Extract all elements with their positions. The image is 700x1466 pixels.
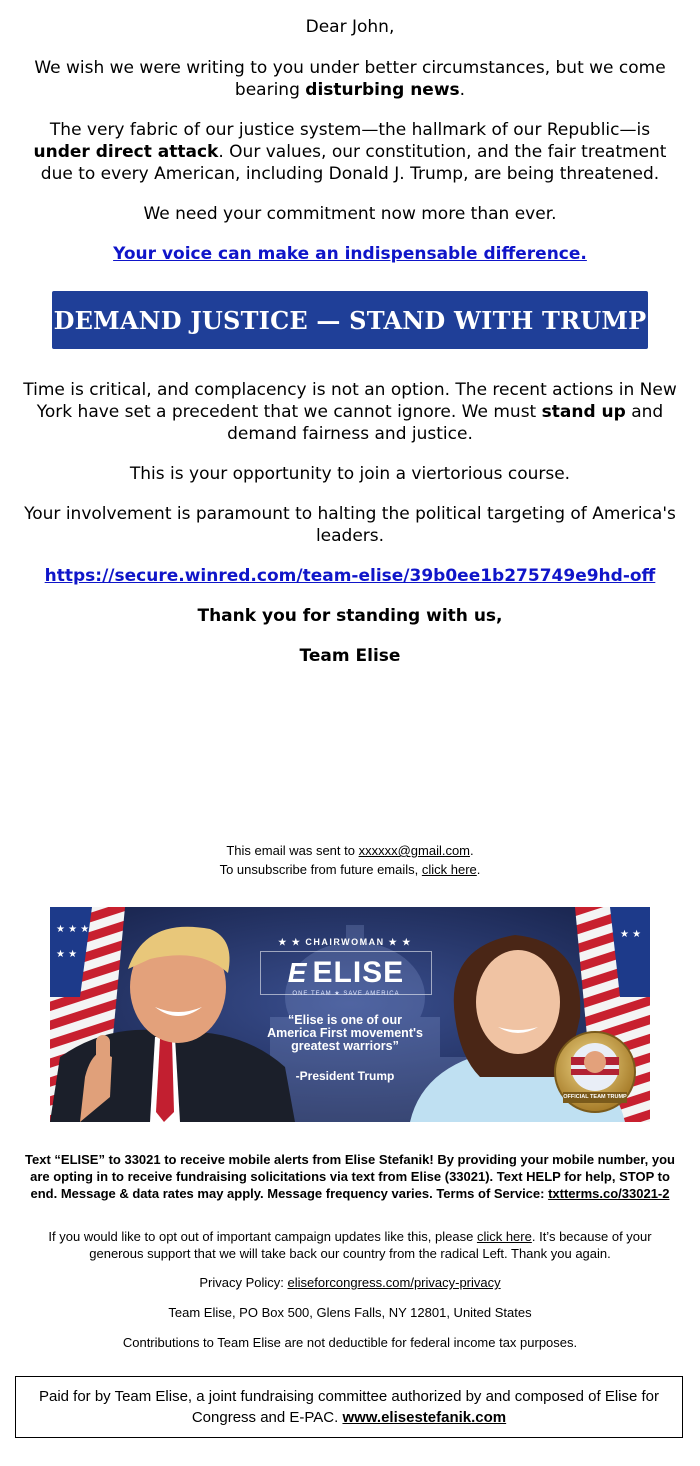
official-seal xyxy=(555,1032,635,1112)
optout-text-end: . It’s because of your generous support that we will take back our country from the radical Left. Thank you again. xyxy=(89,1229,652,1261)
donate-link-row xyxy=(20,565,680,587)
paid-for-disclaimer xyxy=(15,1376,683,1438)
paragraph-involvement: Your involvement is paramount to halting the political targeting of America's leaders. xyxy=(24,504,676,546)
privacy-label: Privacy Policy: xyxy=(199,1275,288,1290)
mailing-address: Team Elise, PO Box 500, Glens Falls, NY 12801, United States xyxy=(168,1305,532,1320)
svg-text:★ ★: ★ ★ xyxy=(620,929,642,940)
intro-bold: disturbing news xyxy=(305,80,460,100)
paragraph-commitment: We need your commitment now more than ever. xyxy=(143,204,557,224)
unsubscribe-text: To unsubscribe from future emails, xyxy=(219,862,422,877)
sms-text: Text “ELISE” to 33021 to receive mobile alerts from Elise Stefanik! By providing your mobile number, you are opting in to receive fundraising solicitations via text from Elise (33021). Text HELP for help, STOP to end. Message & data rates may apply. Message frequency varies. Terms of Service: xyxy=(25,1152,675,1201)
paragraph-opportunity: This is your opportunity to join a viertorious course. xyxy=(129,464,571,484)
donate-link[interactable]: https://secure.winred.com/team-elise/39b0ee1b275749e9hd-off xyxy=(44,566,656,586)
greeting: Dear John, xyxy=(305,17,395,37)
privacy-policy-link[interactable]: eliseforcongress.com/privacy-privacy xyxy=(287,1275,501,1290)
attack-text: The very fabric of our justice system—the hallmark of our Republic—is xyxy=(49,120,651,140)
svg-text:★ ★: ★ ★ xyxy=(56,949,78,960)
campaign-banner[interactable] xyxy=(50,907,650,1122)
signature: Team Elise xyxy=(299,646,401,666)
paid-for-text: Paid for by Team Elise, a joint fundraising committee authorized by and composed of Elise for Congress and E-PAC. xyxy=(38,1388,660,1426)
attack-bold: under direct attack xyxy=(33,142,219,162)
banner-tagline: ONE TEAM ★ SAVE AMERICA xyxy=(292,991,400,997)
svg-text:★ ★ ★: ★ ★ ★ xyxy=(56,924,90,935)
intro-period: . xyxy=(459,80,466,100)
demand-justice-button[interactable]: DEMAND JUSTICE — STAND WITH TRUMP xyxy=(52,291,648,349)
voice-link[interactable]: Your voice can make an indispensable difference. xyxy=(113,244,587,264)
sent-to-text: This email was sent to xyxy=(226,843,359,858)
optout-text: If you would like to opt out of important campaign updates like this, please xyxy=(48,1229,477,1244)
quote-line-3: greatest warriors” xyxy=(291,1039,399,1053)
quote-attribution: -President Trump xyxy=(295,1069,395,1083)
paragraph-attack xyxy=(20,119,680,185)
logo-name: ELISE xyxy=(312,956,405,989)
unsubscribe-link[interactable]: click here xyxy=(421,862,477,877)
critical-text: Time is critical, and complacency is not an option. The recent actions in New York have set a precedent that we cannot ignore. We must xyxy=(23,380,677,422)
quote-line-1: “Elise is one of our xyxy=(288,1013,402,1027)
elise-logo xyxy=(260,951,432,995)
sms-terms-link[interactable]: txtterms.co/33021-2 xyxy=(548,1186,670,1201)
critical-bold: stand up xyxy=(541,402,626,422)
recipient-email-link[interactable]: xxxxxx@gmail.com xyxy=(358,843,471,858)
signoff: Thank you for standing with us, xyxy=(197,606,503,626)
paragraph-intro xyxy=(20,57,680,101)
optout-link[interactable]: click here xyxy=(476,1229,532,1244)
privacy-line xyxy=(20,1274,680,1291)
sent-to-line xyxy=(20,842,680,859)
sms-disclosure xyxy=(20,1151,680,1202)
tax-notice: Contributions to Team Elise are not deductible for federal income tax purposes. xyxy=(122,1335,578,1350)
website-link[interactable]: www.elisestefanik.com xyxy=(342,1409,507,1426)
critical-text-end: and demand fairness and justice. xyxy=(227,402,664,444)
trump-quote xyxy=(245,1014,445,1053)
paid-for-text-wrap xyxy=(28,1386,670,1428)
attack-text-end: . Our values, our constitution, and the fair treatment due to every American, including Donald J. Trump, are being threatened. xyxy=(40,142,667,184)
unsubscribe-period: . xyxy=(476,862,481,877)
intro-text: We wish we were writing to you under better circumstances, but we come bearing xyxy=(34,58,666,100)
unsubscribe-line xyxy=(20,861,680,878)
paragraph-critical xyxy=(20,379,680,445)
chairwoman-label: ★ ★ CHAIRWOMAN ★ ★ xyxy=(278,937,412,947)
quote-line-2: America First movement's xyxy=(267,1026,423,1040)
seal-label: OFFICIAL TEAM TRUMP xyxy=(563,1094,627,1100)
sent-to-period: . xyxy=(470,843,474,858)
voice-link-row xyxy=(20,243,680,265)
logo-mark-icon: E xyxy=(287,957,307,988)
optout-paragraph xyxy=(20,1228,680,1262)
